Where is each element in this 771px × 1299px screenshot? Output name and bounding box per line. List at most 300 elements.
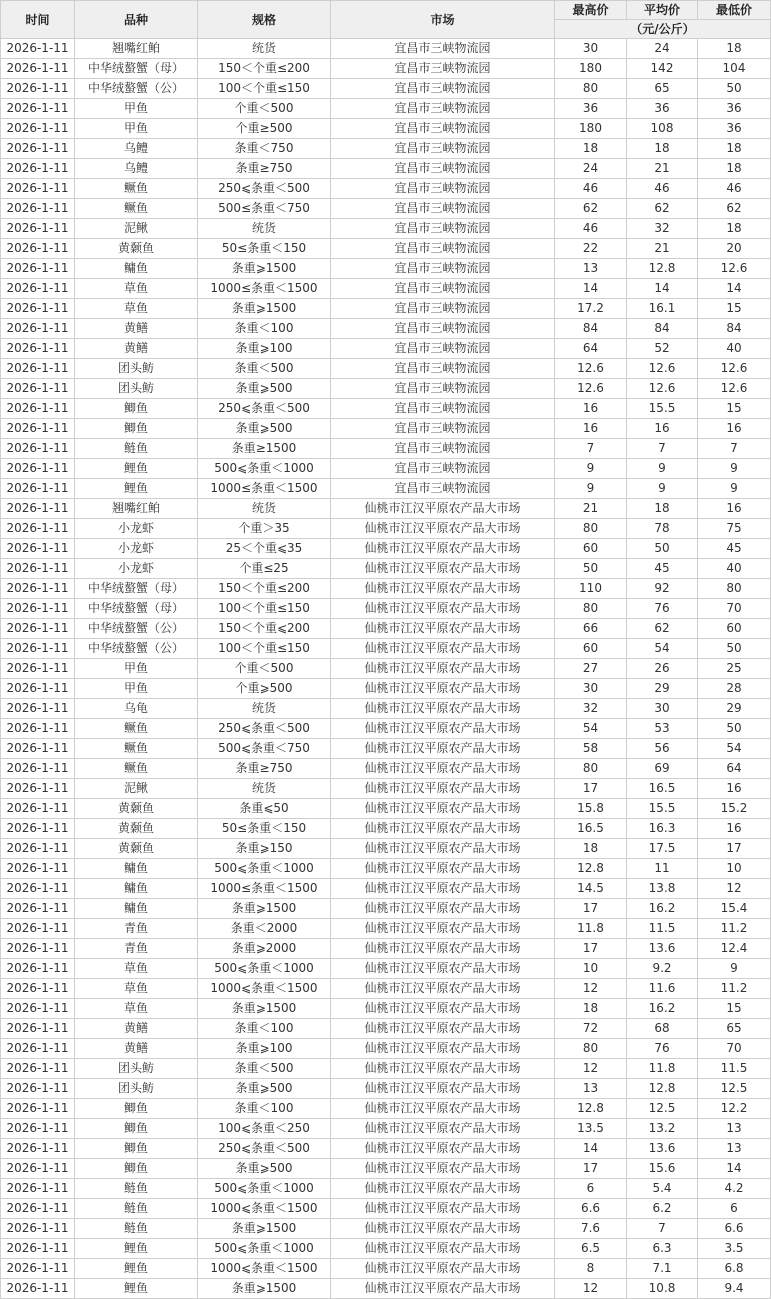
variety-cell: 乌鳢 (75, 139, 198, 159)
avg-price-cell: 12.6 (627, 359, 698, 379)
min-price-cell: 6.6 (698, 1219, 771, 1239)
spec-cell: 统货 (198, 699, 331, 719)
max-price-cell: 14 (555, 279, 627, 299)
variety-cell: 黄鳝 (75, 319, 198, 339)
spec-cell: 统货 (198, 39, 331, 59)
date-cell: 2026-1-11 (1, 1199, 75, 1219)
date-cell: 2026-1-11 (1, 159, 75, 179)
min-price-cell: 18 (698, 39, 771, 59)
avg-price-cell: 14 (627, 279, 698, 299)
table-row (1, 1139, 771, 1159)
date-cell: 2026-1-11 (1, 1139, 75, 1159)
market-cell: 仙桃市江汉平原农产品大市场 (331, 1159, 555, 1179)
avg-price-cell: 9 (627, 479, 698, 499)
max-price-cell: 54 (555, 719, 627, 739)
date-cell: 2026-1-11 (1, 519, 75, 539)
variety-cell: 乌龟 (75, 699, 198, 719)
table-row (1, 39, 771, 59)
min-price-cell: 50 (698, 719, 771, 739)
max-price-cell: 180 (555, 119, 627, 139)
variety-cell: 鳜鱼 (75, 199, 198, 219)
table-row (1, 759, 771, 779)
avg-price-cell: 13.2 (627, 1119, 698, 1139)
spec-cell: 统货 (198, 499, 331, 519)
max-price-cell: 16 (555, 399, 627, 419)
market-cell: 仙桃市江汉平原农产品大市场 (331, 559, 555, 579)
max-price-cell: 80 (555, 759, 627, 779)
date-cell: 2026-1-11 (1, 299, 75, 319)
date-cell: 2026-1-11 (1, 59, 75, 79)
spec-cell: 条重＜750 (198, 139, 331, 159)
date-cell: 2026-1-11 (1, 359, 75, 379)
date-cell: 2026-1-11 (1, 179, 75, 199)
market-cell: 宜昌市三峡物流园 (331, 379, 555, 399)
table-row (1, 1119, 771, 1139)
min-price-cell: 80 (698, 579, 771, 599)
date-cell: 2026-1-11 (1, 99, 75, 119)
variety-cell: 草鱼 (75, 979, 198, 999)
variety-cell: 黄颡鱼 (75, 799, 198, 819)
max-price-cell: 12.8 (555, 859, 627, 879)
market-cell: 仙桃市江汉平原农产品大市场 (331, 859, 555, 879)
variety-cell: 鲫鱼 (75, 419, 198, 439)
avg-price-cell: 16.2 (627, 999, 698, 1019)
table-row (1, 99, 771, 119)
max-price-cell: 13 (555, 1079, 627, 1099)
spec-cell: 1000⩽条重＜1500 (198, 1199, 331, 1219)
date-cell: 2026-1-11 (1, 439, 75, 459)
variety-cell: 鳙鱼 (75, 859, 198, 879)
avg-price-cell: 29 (627, 679, 698, 699)
date-cell: 2026-1-11 (1, 539, 75, 559)
max-price-cell: 7 (555, 439, 627, 459)
max-price-cell: 58 (555, 739, 627, 759)
variety-cell: 黄颡鱼 (75, 819, 198, 839)
market-cell: 宜昌市三峡物流园 (331, 119, 555, 139)
variety-cell: 青鱼 (75, 939, 198, 959)
avg-price-cell: 30 (627, 699, 698, 719)
min-price-cell: 12.6 (698, 259, 771, 279)
min-price-cell: 4.2 (698, 1179, 771, 1199)
spec-cell: 条重⩾1500 (198, 1219, 331, 1239)
market-cell: 仙桃市江汉平原农产品大市场 (331, 719, 555, 739)
max-price-cell: 17 (555, 899, 627, 919)
market-cell: 仙桃市江汉平原农产品大市场 (331, 1059, 555, 1079)
spec-cell: 500⩽条重＜1000 (198, 1179, 331, 1199)
min-price-cell: 17 (698, 839, 771, 859)
min-price-cell: 60 (698, 619, 771, 639)
spec-cell: 条重⩽50 (198, 799, 331, 819)
table-row (1, 599, 771, 619)
date-cell: 2026-1-11 (1, 39, 75, 59)
table-row (1, 399, 771, 419)
market-cell: 宜昌市三峡物流园 (331, 319, 555, 339)
max-price-cell: 60 (555, 639, 627, 659)
date-cell: 2026-1-11 (1, 599, 75, 619)
header-max-price: 最高价 (555, 1, 627, 20)
spec-cell: 条重⩾1500 (198, 299, 331, 319)
min-price-cell: 16 (698, 499, 771, 519)
market-cell: 仙桃市江汉平原农产品大市场 (331, 1019, 555, 1039)
table-row (1, 979, 771, 999)
min-price-cell: 50 (698, 79, 771, 99)
market-cell: 仙桃市江汉平原农产品大市场 (331, 819, 555, 839)
variety-cell: 中华绒螯蟹（母） (75, 599, 198, 619)
max-price-cell: 17 (555, 779, 627, 799)
min-price-cell: 65 (698, 1019, 771, 1039)
date-cell: 2026-1-11 (1, 899, 75, 919)
avg-price-cell: 108 (627, 119, 698, 139)
table-row (1, 1179, 771, 1199)
spec-cell: 500⩽条重＜1000 (198, 959, 331, 979)
variety-cell: 鳙鱼 (75, 879, 198, 899)
spec-cell: 500⩽条重＜750 (198, 739, 331, 759)
min-price-cell: 40 (698, 339, 771, 359)
table-row (1, 559, 771, 579)
table-row (1, 699, 771, 719)
table-row (1, 139, 771, 159)
max-price-cell: 22 (555, 239, 627, 259)
date-cell: 2026-1-11 (1, 1019, 75, 1039)
table-row (1, 859, 771, 879)
market-cell: 宜昌市三峡物流园 (331, 299, 555, 319)
variety-cell: 鲢鱼 (75, 1199, 198, 1219)
avg-price-cell: 84 (627, 319, 698, 339)
avg-price-cell: 62 (627, 619, 698, 639)
market-cell: 仙桃市江汉平原农产品大市场 (331, 779, 555, 799)
header-price-unit: （元/公斤） (555, 20, 771, 39)
table-row (1, 1279, 771, 1299)
market-cell: 仙桃市江汉平原农产品大市场 (331, 1099, 555, 1119)
date-cell: 2026-1-11 (1, 1079, 75, 1099)
avg-price-cell: 11 (627, 859, 698, 879)
max-price-cell: 10 (555, 959, 627, 979)
min-price-cell: 7 (698, 439, 771, 459)
min-price-cell: 13 (698, 1139, 771, 1159)
date-cell: 2026-1-11 (1, 839, 75, 859)
avg-price-cell: 16.2 (627, 899, 698, 919)
avg-price-cell: 78 (627, 519, 698, 539)
max-price-cell: 80 (555, 1039, 627, 1059)
spec-cell: 条重⩾100 (198, 339, 331, 359)
spec-cell: 条重≥750 (198, 759, 331, 779)
market-cell: 宜昌市三峡物流园 (331, 419, 555, 439)
variety-cell: 鲫鱼 (75, 1159, 198, 1179)
min-price-cell: 18 (698, 219, 771, 239)
date-cell: 2026-1-11 (1, 879, 75, 899)
market-cell: 仙桃市江汉平原农产品大市场 (331, 979, 555, 999)
max-price-cell: 9 (555, 479, 627, 499)
spec-cell: 条重⩾2000 (198, 939, 331, 959)
min-price-cell: 9 (698, 459, 771, 479)
date-cell: 2026-1-11 (1, 559, 75, 579)
min-price-cell: 36 (698, 119, 771, 139)
min-price-cell: 28 (698, 679, 771, 699)
avg-price-cell: 62 (627, 199, 698, 219)
max-price-cell: 6.5 (555, 1239, 627, 1259)
variety-cell: 乌鳢 (75, 159, 198, 179)
variety-cell: 甲鱼 (75, 119, 198, 139)
spec-cell: 50≤条重＜150 (198, 239, 331, 259)
variety-cell: 翘嘴红鲌 (75, 39, 198, 59)
min-price-cell: 70 (698, 599, 771, 619)
min-price-cell: 12.6 (698, 379, 771, 399)
date-cell: 2026-1-11 (1, 1099, 75, 1119)
max-price-cell: 80 (555, 599, 627, 619)
market-cell: 宜昌市三峡物流园 (331, 39, 555, 59)
min-price-cell: 12 (698, 879, 771, 899)
table-row (1, 179, 771, 199)
max-price-cell: 17 (555, 939, 627, 959)
table-row (1, 299, 771, 319)
spec-cell: 250⩽条重＜500 (198, 1139, 331, 1159)
max-price-cell: 36 (555, 99, 627, 119)
table-row (1, 899, 771, 919)
avg-price-cell: 6.2 (627, 1199, 698, 1219)
spec-cell: 500⩽条重＜1000 (198, 459, 331, 479)
table-row (1, 739, 771, 759)
variety-cell: 中华绒螯蟹（母） (75, 59, 198, 79)
table-row (1, 419, 771, 439)
date-cell: 2026-1-11 (1, 719, 75, 739)
date-cell: 2026-1-11 (1, 259, 75, 279)
spec-cell: 个重≥500 (198, 119, 331, 139)
date-cell: 2026-1-11 (1, 699, 75, 719)
market-cell: 宜昌市三峡物流园 (331, 139, 555, 159)
variety-cell: 鳜鱼 (75, 719, 198, 739)
max-price-cell: 14 (555, 1139, 627, 1159)
date-cell: 2026-1-11 (1, 619, 75, 639)
variety-cell: 中华绒螯蟹（公） (75, 619, 198, 639)
variety-cell: 甲鱼 (75, 99, 198, 119)
max-price-cell: 9 (555, 459, 627, 479)
table-row (1, 499, 771, 519)
table-row (1, 839, 771, 859)
min-price-cell: 3.5 (698, 1239, 771, 1259)
avg-price-cell: 11.6 (627, 979, 698, 999)
variety-cell: 团头鲂 (75, 1079, 198, 1099)
table-row (1, 239, 771, 259)
variety-cell: 鲫鱼 (75, 1099, 198, 1119)
date-cell: 2026-1-11 (1, 319, 75, 339)
market-cell: 仙桃市江汉平原农产品大市场 (331, 659, 555, 679)
max-price-cell: 60 (555, 539, 627, 559)
variety-cell: 小龙虾 (75, 559, 198, 579)
date-cell: 2026-1-11 (1, 739, 75, 759)
avg-price-cell: 56 (627, 739, 698, 759)
market-cell: 宜昌市三峡物流园 (331, 399, 555, 419)
avg-price-cell: 6.3 (627, 1239, 698, 1259)
avg-price-cell: 13.6 (627, 939, 698, 959)
max-price-cell: 12.6 (555, 359, 627, 379)
header-market: 市场 (331, 1, 555, 39)
market-cell: 仙桃市江汉平原农产品大市场 (331, 999, 555, 1019)
min-price-cell: 25 (698, 659, 771, 679)
date-cell: 2026-1-11 (1, 1219, 75, 1239)
table-row (1, 1039, 771, 1059)
header-spec: 规格 (198, 1, 331, 39)
variety-cell: 鲫鱼 (75, 1119, 198, 1139)
market-cell: 仙桃市江汉平原农产品大市场 (331, 519, 555, 539)
max-price-cell: 11.8 (555, 919, 627, 939)
min-price-cell: 84 (698, 319, 771, 339)
date-cell: 2026-1-11 (1, 659, 75, 679)
table-row (1, 619, 771, 639)
date-cell: 2026-1-11 (1, 1179, 75, 1199)
date-cell: 2026-1-11 (1, 119, 75, 139)
market-cell: 宜昌市三峡物流园 (331, 219, 555, 239)
avg-price-cell: 10.8 (627, 1279, 698, 1299)
min-price-cell: 10 (698, 859, 771, 879)
market-cell: 仙桃市江汉平原农产品大市场 (331, 959, 555, 979)
market-cell: 宜昌市三峡物流园 (331, 259, 555, 279)
date-cell: 2026-1-11 (1, 499, 75, 519)
market-cell: 仙桃市江汉平原农产品大市场 (331, 539, 555, 559)
market-cell: 仙桃市江汉平原农产品大市场 (331, 1139, 555, 1159)
min-price-cell: 15 (698, 999, 771, 1019)
market-cell: 仙桃市江汉平原农产品大市场 (331, 759, 555, 779)
max-price-cell: 14.5 (555, 879, 627, 899)
avg-price-cell: 53 (627, 719, 698, 739)
min-price-cell: 18 (698, 159, 771, 179)
min-price-cell: 64 (698, 759, 771, 779)
market-cell: 仙桃市江汉平原农产品大市场 (331, 799, 555, 819)
max-price-cell: 7.6 (555, 1219, 627, 1239)
variety-cell: 翘嘴红鲌 (75, 499, 198, 519)
variety-cell: 鲤鱼 (75, 479, 198, 499)
spec-cell: 50≤条重＜150 (198, 819, 331, 839)
table-row (1, 199, 771, 219)
min-price-cell: 54 (698, 739, 771, 759)
avg-price-cell: 24 (627, 39, 698, 59)
table-row (1, 59, 771, 79)
avg-price-cell: 46 (627, 179, 698, 199)
max-price-cell: 16 (555, 419, 627, 439)
market-cell: 仙桃市江汉平原农产品大市场 (331, 679, 555, 699)
min-price-cell: 9.4 (698, 1279, 771, 1299)
max-price-cell: 12 (555, 979, 627, 999)
spec-cell: 条重≥750 (198, 159, 331, 179)
variety-cell: 团头鲂 (75, 1059, 198, 1079)
table-row (1, 1199, 771, 1219)
date-cell: 2026-1-11 (1, 1159, 75, 1179)
max-price-cell: 80 (555, 519, 627, 539)
min-price-cell: 18 (698, 139, 771, 159)
spec-cell: 条重⩾1500 (198, 259, 331, 279)
date-cell: 2026-1-11 (1, 379, 75, 399)
date-cell: 2026-1-11 (1, 759, 75, 779)
table-row (1, 459, 771, 479)
table-row (1, 119, 771, 139)
spec-cell: 250⩽条重＜500 (198, 179, 331, 199)
variety-cell: 鲫鱼 (75, 399, 198, 419)
date-cell: 2026-1-11 (1, 579, 75, 599)
avg-price-cell: 12.5 (627, 1099, 698, 1119)
max-price-cell: 30 (555, 39, 627, 59)
min-price-cell: 12.5 (698, 1079, 771, 1099)
avg-price-cell: 7 (627, 1219, 698, 1239)
market-cell: 仙桃市江汉平原农产品大市场 (331, 1039, 555, 1059)
variety-cell: 草鱼 (75, 999, 198, 1019)
max-price-cell: 17.2 (555, 299, 627, 319)
min-price-cell: 70 (698, 1039, 771, 1059)
date-cell: 2026-1-11 (1, 639, 75, 659)
date-cell: 2026-1-11 (1, 479, 75, 499)
date-cell: 2026-1-11 (1, 1239, 75, 1259)
spec-cell: 个重＜500 (198, 99, 331, 119)
spec-cell: 条重≥1500 (198, 439, 331, 459)
date-cell: 2026-1-11 (1, 1039, 75, 1059)
spec-cell: 条重⩾100 (198, 1039, 331, 1059)
table-row (1, 1019, 771, 1039)
date-cell: 2026-1-11 (1, 1119, 75, 1139)
table-row (1, 919, 771, 939)
max-price-cell: 66 (555, 619, 627, 639)
table-row (1, 779, 771, 799)
table-row (1, 219, 771, 239)
avg-price-cell: 15.5 (627, 799, 698, 819)
date-cell: 2026-1-11 (1, 1059, 75, 1079)
table-row (1, 999, 771, 1019)
variety-cell: 鲤鱼 (75, 1279, 198, 1299)
date-cell: 2026-1-11 (1, 859, 75, 879)
table-row (1, 719, 771, 739)
market-cell: 仙桃市江汉平原农产品大市场 (331, 1199, 555, 1219)
avg-price-cell: 52 (627, 339, 698, 359)
date-cell: 2026-1-11 (1, 419, 75, 439)
table-row (1, 1059, 771, 1079)
max-price-cell: 12 (555, 1059, 627, 1079)
spec-cell: 25＜个重⩽35 (198, 539, 331, 559)
max-price-cell: 6.6 (555, 1199, 627, 1219)
max-price-cell: 15.8 (555, 799, 627, 819)
spec-cell: 条重＜500 (198, 359, 331, 379)
table-row (1, 539, 771, 559)
market-cell: 仙桃市江汉平原农产品大市场 (331, 1079, 555, 1099)
max-price-cell: 46 (555, 219, 627, 239)
avg-price-cell: 11.5 (627, 919, 698, 939)
spec-cell: 250⩽条重＜500 (198, 399, 331, 419)
date-cell: 2026-1-11 (1, 79, 75, 99)
market-cell: 宜昌市三峡物流园 (331, 339, 555, 359)
max-price-cell: 84 (555, 319, 627, 339)
avg-price-cell: 16.3 (627, 819, 698, 839)
date-cell: 2026-1-11 (1, 999, 75, 1019)
variety-cell: 黄颡鱼 (75, 239, 198, 259)
max-price-cell: 72 (555, 1019, 627, 1039)
table-row (1, 579, 771, 599)
date-cell: 2026-1-11 (1, 199, 75, 219)
max-price-cell: 50 (555, 559, 627, 579)
avg-price-cell: 11.8 (627, 1059, 698, 1079)
variety-cell: 泥鳅 (75, 219, 198, 239)
variety-cell: 小龙虾 (75, 519, 198, 539)
avg-price-cell: 16 (627, 419, 698, 439)
max-price-cell: 46 (555, 179, 627, 199)
header-row-main (1, 1, 771, 20)
min-price-cell: 50 (698, 639, 771, 659)
min-price-cell: 11.2 (698, 979, 771, 999)
spec-cell: 条重＜500 (198, 1059, 331, 1079)
table-row (1, 479, 771, 499)
spec-cell: 150＜个重⩽200 (198, 619, 331, 639)
variety-cell: 小龙虾 (75, 539, 198, 559)
min-price-cell: 75 (698, 519, 771, 539)
variety-cell: 团头鲂 (75, 359, 198, 379)
avg-price-cell: 13.8 (627, 879, 698, 899)
min-price-cell: 16 (698, 779, 771, 799)
header-min-price: 最低价 (698, 1, 771, 20)
